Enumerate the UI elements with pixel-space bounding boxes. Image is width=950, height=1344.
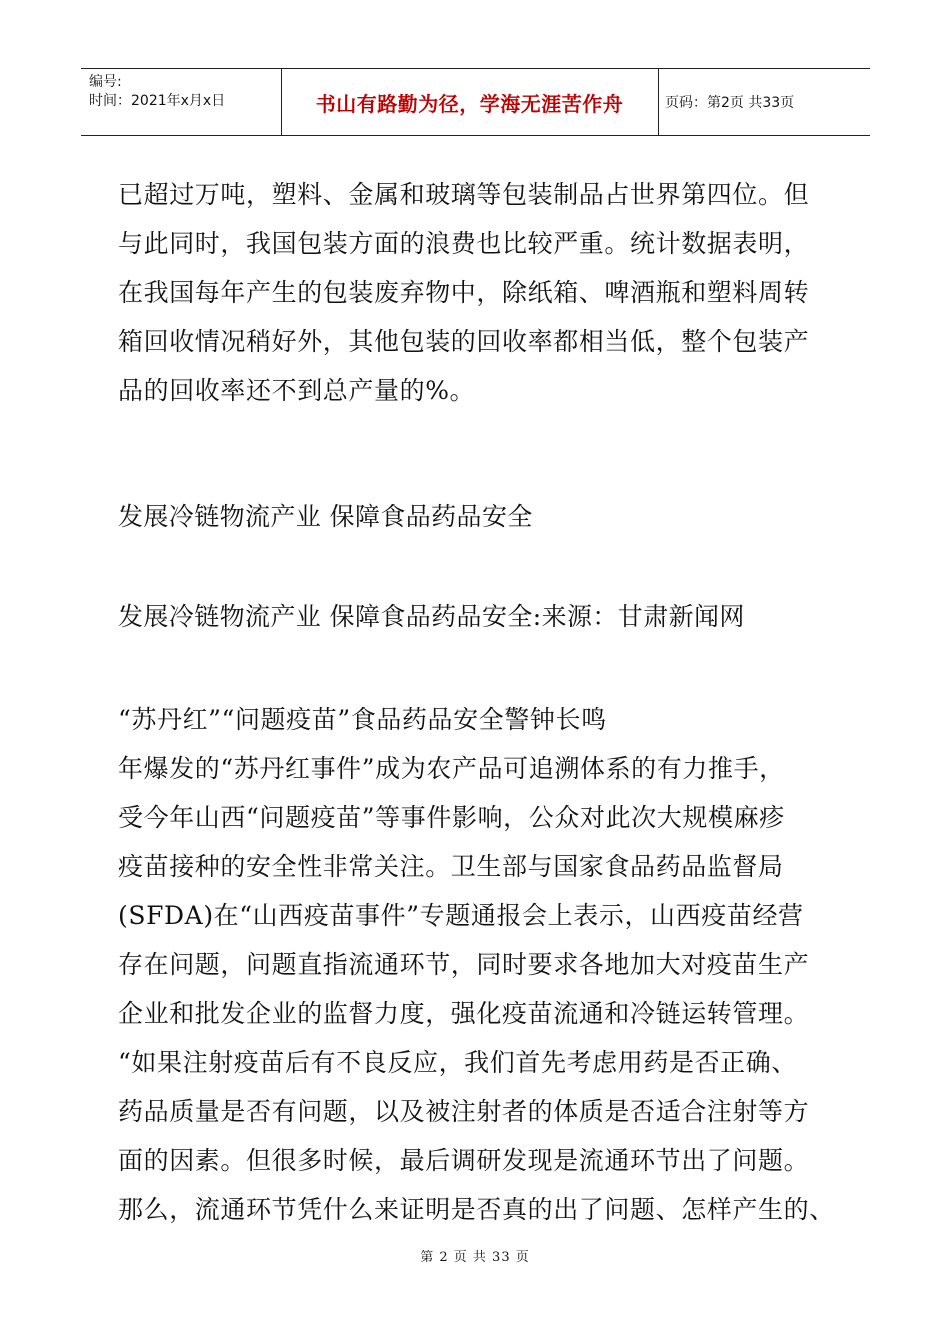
page-header: [81, 68, 870, 136]
text-line: 已超过万吨，塑料、金属和玻璃等包装制品占世界第四位。但: [118, 180, 810, 209]
page-footer: 第 2 页 共 33 页: [420, 1250, 530, 1265]
text-line: “苏丹红”“问题疫苗”食品药品安全警钟长鸣: [118, 705, 607, 734]
document-time-label: 时间：2021年x月x日: [89, 93, 226, 109]
header-divider: [658, 69, 659, 135]
text-line: 年爆发的“苏丹红事件”成为农产品可追溯体系的有力推手，: [118, 754, 785, 783]
text-line: 那么，流通环节凭什么来证明是否真的出了问题、怎样产生的、: [118, 1195, 835, 1224]
text-line: 存在问题，问题直指流通环节，同时要求各地加大对疫苗生产: [118, 950, 810, 979]
text-line: 箱回收情况稍好外，其他包装的回收率都相当低，整个包装产: [118, 327, 810, 356]
text-line: 在我国每年产生的包装废弃物中，除纸箱、啤酒瓶和塑料周转: [118, 278, 810, 307]
header-meta: [89, 73, 225, 111]
document-number-label: 编号:: [89, 74, 122, 90]
text-line: “如果注射疫苗后有不良反应，我们首先考虑用药是否正确、: [118, 1048, 797, 1077]
text-line: 受今年山西“问题疫苗”等事件影响，公众对此次大规模麻疹: [118, 803, 785, 832]
article-title: 发展冷链物流产业 保障食品药品安全: [118, 502, 533, 531]
text-line: 面的因素。但很多时候，最后调研发现是流通环节出了问题。: [118, 1146, 810, 1175]
text-line: 药品质量是否有问题，以及被注射者的体质是否适合注射等方: [118, 1097, 810, 1126]
paragraph-vaccine: [118, 695, 853, 1234]
header-page-number: 页码：第2页 共33页: [665, 95, 795, 111]
paragraph-packaging: [118, 170, 853, 415]
text-line: 与此同时，我国包装方面的浪费也比较严重。统计数据表明，: [118, 229, 810, 258]
header-motto: 书山有路勤为径，学海无涯苦作舟: [315, 91, 624, 116]
article-source: 发展冷链物流产业 保障食品药品安全:来源：甘肃新闻网: [118, 602, 745, 631]
text-line: 企业和批发企业的监督力度，强化疫苗流通和冷链运转管理。: [118, 999, 810, 1028]
text-line: 疫苗接种的安全性非常关注。卫生部与国家食品药品监督局: [118, 852, 784, 881]
text-line: (SFDA)在“山西疫苗事件”专题通报会上表示，山西疫苗经营: [118, 901, 804, 930]
text-line: 品的回收率还不到总产量的%。: [118, 376, 476, 405]
